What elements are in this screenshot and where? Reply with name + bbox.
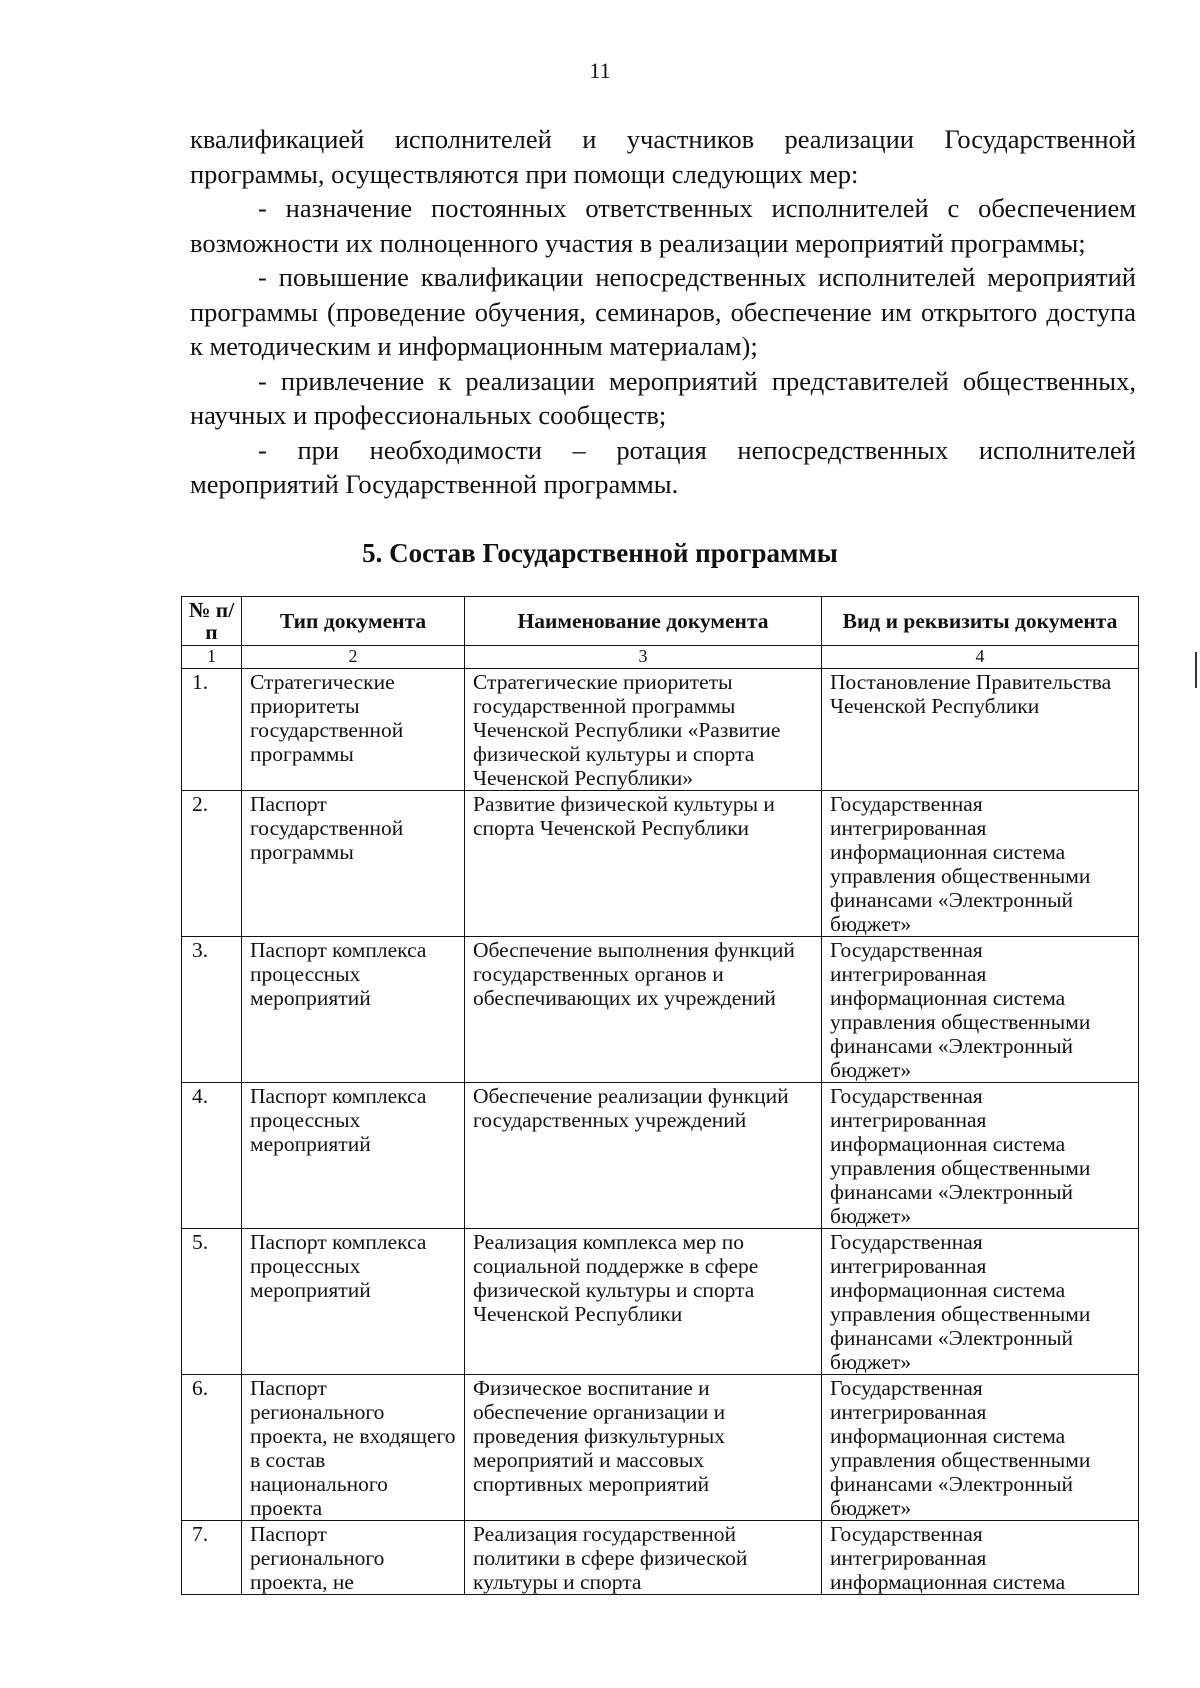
table-row bbox=[182, 669, 1139, 791]
table-row bbox=[182, 1083, 1139, 1229]
body-text bbox=[190, 122, 1136, 502]
paragraph-measure-3: - привлечение к реализации мероприятий представителей общественных, научных и профессиональных сообществ; bbox=[190, 365, 1136, 430]
row-doc-type: Паспорт регионального проекта, не bbox=[242, 1521, 465, 1595]
row-doc-name: Обеспечение реализации функций государственных учреждений bbox=[465, 1083, 822, 1229]
row-doc-name: Физическое воспитание и обеспечение организации и проведения физкультурных мероприятий и массовых спортивных мероприятий bbox=[465, 1375, 822, 1521]
column-number-3: 3 bbox=[465, 646, 822, 669]
header-number: № п/п bbox=[182, 597, 242, 646]
row-doc-name: Развитие физической культуры и спорта Чеченской Республики bbox=[465, 791, 822, 937]
row-doc-details: Государственная интегрированная информационная система управления общественными финансами «Электронный бюджет» bbox=[822, 1375, 1139, 1521]
scan-artifact-line bbox=[1195, 652, 1197, 688]
column-number-1: 1 bbox=[182, 646, 242, 669]
row-doc-details: Государственная интегрированная информационная система управления общественными финансами «Электронный бюджет» bbox=[822, 1229, 1139, 1375]
row-doc-details: Постановление Правительства Чеченской Республики bbox=[822, 669, 1139, 791]
row-number: 6. bbox=[182, 1375, 242, 1521]
header-doc-name: Наименование документа bbox=[465, 597, 822, 646]
section-title: 5. Состав Государственной программы bbox=[362, 538, 838, 568]
row-doc-name: Реализация комплекса мер по социальной поддержке в сфере физической культуры и спорта Чеченской Республики bbox=[465, 1229, 822, 1375]
row-doc-type: Паспорт комплекса процессных мероприятий bbox=[242, 1229, 465, 1375]
row-number: 5. bbox=[182, 1229, 242, 1375]
composition-table bbox=[181, 596, 1139, 1595]
row-doc-type: Паспорт государственной программы bbox=[242, 791, 465, 937]
paragraph-measure-4: - при необходимости – ротация непосредственных исполнителей мероприятий Государственной программы. bbox=[190, 434, 1136, 499]
row-doc-details: Государственная интегрированная информационная система управления общественными финансами «Электронный бюджет» bbox=[822, 1083, 1139, 1229]
paragraph-measure-2: - повышение квалификации непосредственных исполнителей мероприятий программы (проведение обучения, семинаров, обеспечение им открытого доступа к методическим и информационным материалам); bbox=[190, 262, 1136, 361]
row-number: 3. bbox=[182, 937, 242, 1083]
header-doc-details: Вид и реквизиты документа bbox=[822, 597, 1139, 646]
row-doc-details: Государственная интегрированная информационная система управления общественными финансами «Электронный бюджет» bbox=[822, 791, 1139, 937]
row-doc-type: Паспорт комплекса процессных мероприятий bbox=[242, 1083, 465, 1229]
table-row bbox=[182, 937, 1139, 1083]
row-doc-type: Паспорт регионального проекта, не входящего в состав национального проекта bbox=[242, 1375, 465, 1521]
table-row bbox=[182, 1375, 1139, 1521]
row-doc-details: Государственная интегрированная информационная система управления общественными финансами «Электронный бюджет» bbox=[822, 937, 1139, 1083]
table-row bbox=[182, 791, 1139, 937]
paragraph-measure-1: - назначение постоянных ответственных исполнителей с обеспечением возможности их полноценного участия в реализации мероприятий программы; bbox=[190, 193, 1136, 258]
row-number: 1. bbox=[182, 669, 242, 791]
column-number-4: 4 bbox=[822, 646, 1139, 669]
row-number: 2. bbox=[182, 791, 242, 937]
table-row bbox=[182, 1521, 1139, 1595]
row-doc-details: Государственная интегрированная информационная система bbox=[822, 1521, 1139, 1595]
row-doc-name: Стратегические приоритеты государственной программы Чеченской Республики «Развитие физической культуры и спорта Чеченской Республики» bbox=[465, 669, 822, 791]
header-doc-type: Тип документа bbox=[242, 597, 465, 646]
table-row bbox=[182, 1229, 1139, 1375]
column-number-2: 2 bbox=[242, 646, 465, 669]
row-doc-name: Реализация государственной политики в сфере физической культуры и спорта bbox=[465, 1521, 822, 1595]
row-number: 7. bbox=[182, 1521, 242, 1595]
row-doc-type: Стратегические приоритеты государственной программы bbox=[242, 669, 465, 791]
table-header-row bbox=[182, 597, 1139, 646]
column-numbering-row bbox=[182, 646, 1139, 669]
row-number: 4. bbox=[182, 1083, 242, 1229]
row-doc-name: Обеспечение выполнения функций государственных органов и обеспечивающих их учреждений bbox=[465, 937, 822, 1083]
page-number: 11 bbox=[589, 58, 611, 83]
paragraph-intro: квалификацией исполнителей и участников реализации Государственной программы, осуществляются при помощи следующих мер: bbox=[190, 124, 1136, 189]
row-doc-type: Паспорт комплекса процессных мероприятий bbox=[242, 937, 465, 1083]
